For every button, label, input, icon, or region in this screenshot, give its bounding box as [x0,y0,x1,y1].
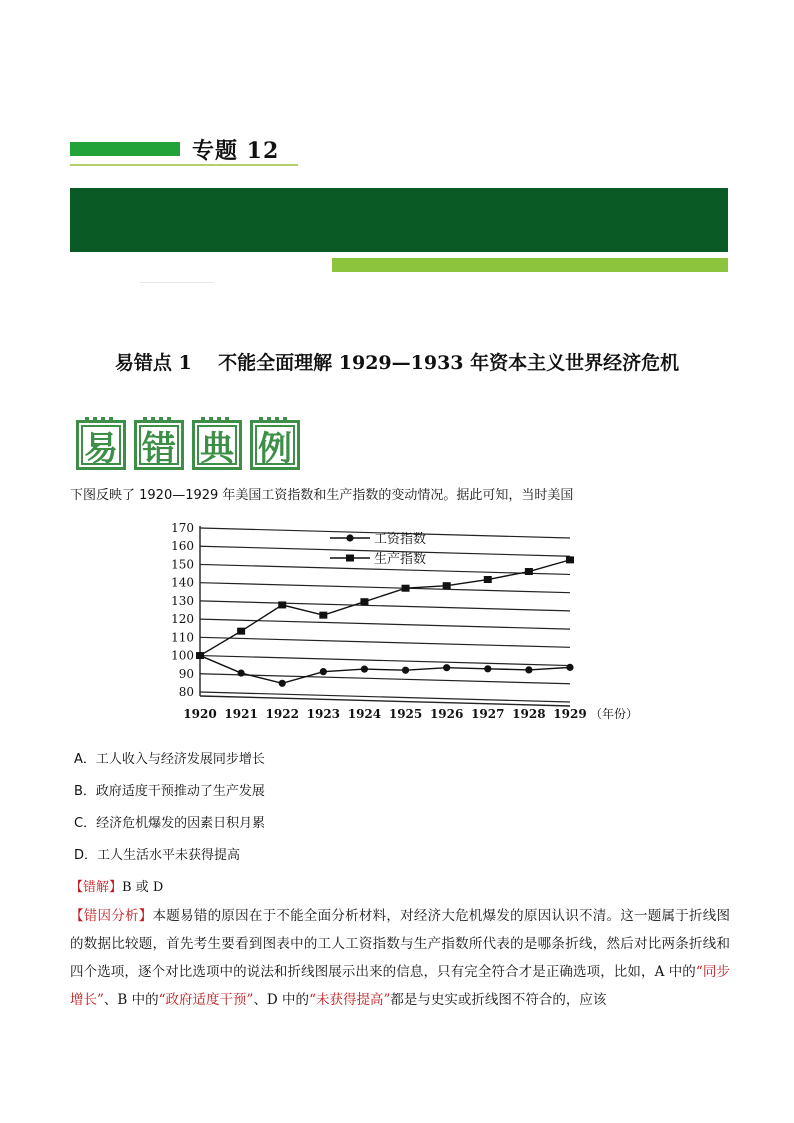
option-a[interactable]: A．工人收入与经济发展同步增长 [74,752,265,767]
data-point [279,680,286,687]
y-tick-label: 120 [171,612,194,627]
options-list [74,748,265,876]
analysis-text: 、D 中的 [253,992,310,1008]
data-point [566,556,574,563]
y-tick-label: 150 [171,557,194,572]
gridline [200,637,570,647]
option-d[interactable]: D．工人生活水平未获得提高 [74,848,241,863]
gridline [200,601,570,611]
badge-tile: 典 [192,420,242,470]
data-point [319,612,327,619]
error-analysis [70,902,730,1014]
data-point [484,665,491,672]
badge-tile: 错 [134,420,184,470]
x-tick-label: 1925 [388,707,423,721]
data-point [525,568,533,575]
analysis-text: 、B 中的 [103,992,159,1008]
header-banner [70,188,728,252]
wrong-answer-value: B 或 D [122,880,164,895]
gridline [200,656,570,666]
error-example-badge [76,420,300,470]
divider [140,282,214,283]
x-tick-label: 1928 [512,707,546,721]
y-tick-label: 140 [171,575,194,590]
y-tick-label: 130 [171,593,194,608]
data-point [525,666,532,673]
gridline [200,619,570,629]
y-tick-label: 170 [171,521,194,535]
topic-underline [70,164,298,166]
topic-green-bar [70,142,180,156]
x-unit-label: （年份） [590,707,639,721]
header-banner-accent [332,258,728,272]
legend-label: 生产指数 [374,552,427,567]
x-tick-label: 1929 [553,707,587,721]
data-point [361,666,368,673]
gridline [200,674,570,684]
option-b[interactable]: B．政府适度干预推动了生产发展 [74,784,265,799]
analysis-text: 都是与史实或折线图不符合的，应该 [390,992,607,1008]
section-title: 易错点 1 不能全面理解 1929—1933 年资本主义世界经济危机 [114,352,680,374]
data-point [237,628,245,635]
y-tick-label: 80 [178,685,194,699]
data-point [566,664,573,671]
x-tick-label: 1927 [471,707,505,721]
data-point [196,652,204,659]
option-c[interactable]: C．经济危机爆发的因素日积月累 [74,816,266,831]
data-point [402,667,409,674]
x-tick-label: 1920 [183,707,217,721]
data-point [320,668,327,675]
data-point [278,601,286,608]
badge-tile: 易 [76,420,126,470]
y-tick-label: 90 [178,666,194,681]
y-tick-label: 110 [171,630,194,645]
analysis-quote: “未获得提高” [309,992,391,1008]
x-tick-label: 1921 [224,707,258,721]
legend-label: 工资指数 [374,532,427,547]
analysis-quote: “政府适度干预” [158,992,254,1008]
analysis-text: 本题易错的原因在于不能全面分析材料，对经济大危机爆发的原因认识不清。这一题属于折线图的数据比较题，首先考生要看到图表中的工人工资指数与生产指数所代表的是哪条折线，然后对比两条折线和四个选项，逐个对比选项中的说法和折线图展示出来的信息，只有完全符合才是正确选项，比如，A 中的 [70,908,731,980]
data-point [238,669,245,676]
y-tick-label: 160 [171,539,194,554]
y-tick-label: 100 [171,648,194,663]
topic-title: 专题 12 [192,138,280,164]
series-line [200,560,570,656]
data-point [443,582,451,589]
wrong-answer [70,876,163,895]
badge-tile: 例 [250,420,300,470]
question-stem: 下图反映了 1920—1929 年美国工资指数和生产指数的变动情况。据此可知，当时美国 [70,488,574,503]
x-tick-label: 1922 [265,707,299,721]
data-point [484,576,492,583]
wrong-answer-label: 【错解】 [70,880,123,895]
line-chart [160,516,680,728]
data-point [443,664,450,671]
data-point [402,585,410,592]
analysis-quote: “同步增长” [70,964,730,1008]
analysis-label: 【错因分析】 [70,908,153,924]
x-tick-label: 1923 [306,707,341,721]
x-tick-label: 1924 [347,707,382,721]
legend-marker [346,534,353,541]
x-tick-label: 1926 [429,707,464,721]
data-point [360,598,368,605]
legend-marker [346,555,354,562]
gridline [200,583,570,593]
